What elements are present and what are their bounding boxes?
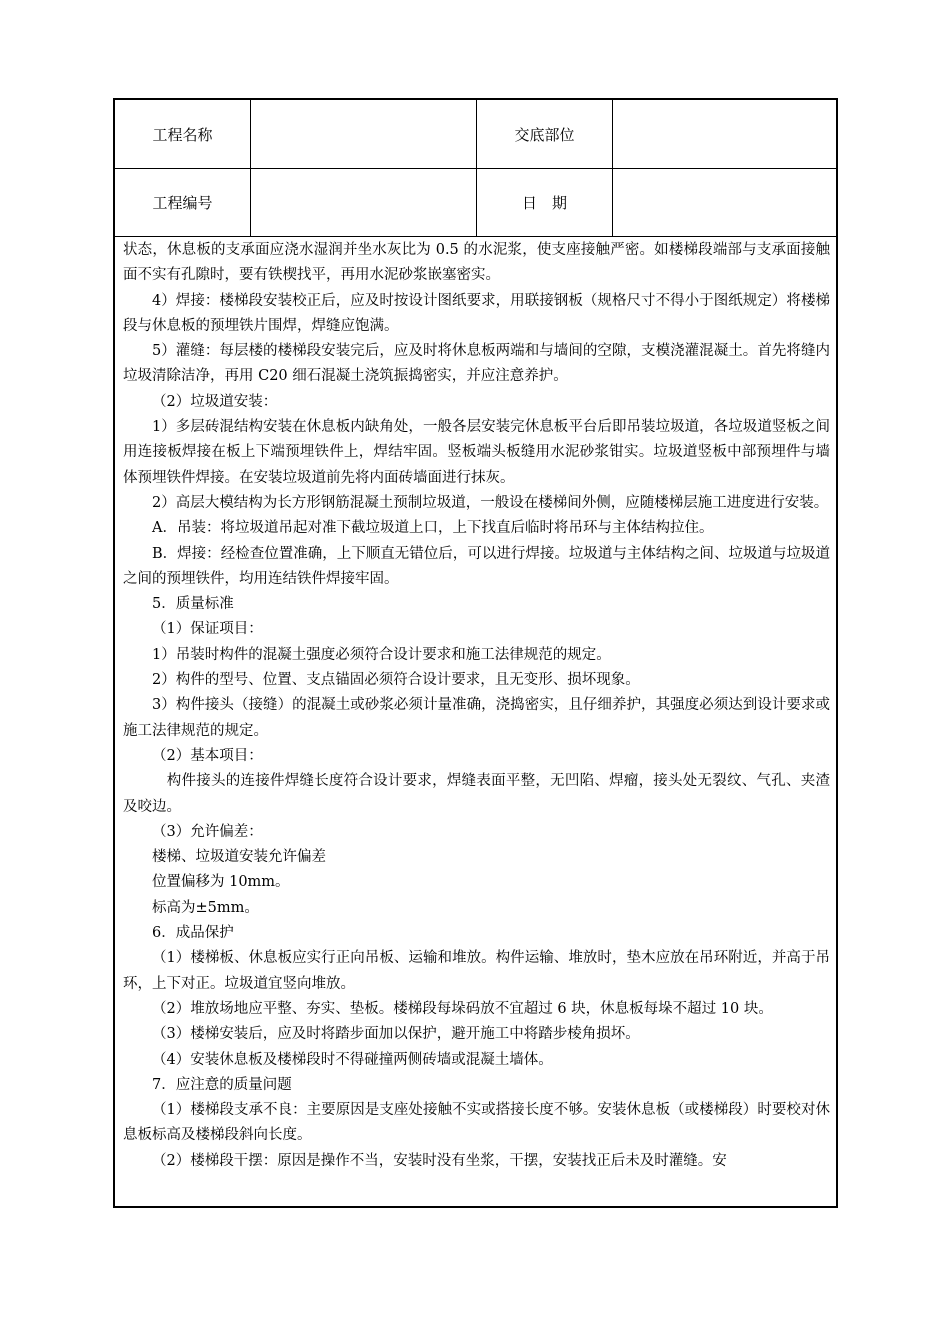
header-row-number bbox=[115, 168, 836, 237]
paragraph: 1）吊装时构件的混凝土强度必须符合设计要求和施工法律规范的规定。 bbox=[152, 646, 611, 663]
paragraph: 2）高层大模结构为长方形钢筋混凝土预制垃圾道，一般设在楼梯间外侧，应随楼梯层施工进度进行安装。 bbox=[152, 494, 829, 511]
subsection-heading: （1）保证项目： bbox=[152, 621, 263, 638]
section-heading: 6．成品保护 bbox=[152, 925, 234, 942]
paragraph: （1）楼梯板、休息板应实行正向吊板、运输和堆放。构件运输、堆放时，垫木应放在吊环附近，并高于吊环，上下对正。垃圾道宜竖向堆放。 bbox=[123, 950, 830, 992]
paragraph: 1）多层砖混结构安装在休息板内缺角处，一般各层安装完休息板平台后即吊装垃圾道，各垃圾道竖板之间用连接板焊接在板上下端预埋铁件上，焊结牢固。竖板端头板缝用水泥砂浆钳实。垃圾道竖板中部预埋件与墙体预埋铁件焊接。在安装垃圾道前先将内面砖墙面进行抹灰。 bbox=[123, 419, 830, 486]
disclosure-body bbox=[123, 238, 830, 1174]
paragraph: B．焊接：经检查位置准确，上下顺直无错位后，可以进行焊接。垃圾道与主体结构之间、垃圾道与垃圾道之间的预埋铁件，均用连结铁件焊接牢固。 bbox=[123, 545, 830, 587]
disclosure-location-label: 交底部位 bbox=[477, 100, 613, 168]
paragraph: 位置偏移为 10mm。 bbox=[152, 874, 290, 891]
paragraph: 4）焊接：楼梯段安装校正后，应及时按设计图纸要求，用联接钢板（规格尺寸不得小于图纸规定）将楼梯段与休息板的预埋铁片围焊，焊缝应饱满。 bbox=[123, 292, 830, 334]
paragraph: A．吊装：将垃圾道吊起对准下截垃圾道上口，上下找直后临时将吊环与主体结构拉住。 bbox=[152, 520, 714, 537]
section-heading: 5．质量标准 bbox=[152, 596, 234, 613]
paragraph: （2）堆放场地应平整、夯实、垫板。楼梯段每垛码放不宜超过 6 块，休息板每垛不超过 10 块。 bbox=[152, 1000, 773, 1017]
paragraph: 3）构件接头（接缝）的混凝土或砂浆必须计量准确，浇捣密实，且仔细养护，其强度必须达到设计要求或施工法律规范的规定。 bbox=[123, 697, 830, 739]
paragraph: （2）垃圾道安装： bbox=[152, 393, 278, 410]
date-label: 日 期 bbox=[477, 168, 613, 236]
paragraph: 构件接头的连接件焊缝长度符合设计要求，焊缝表面平整，无凹陷、焊瘤，接头处无裂纹、气孔、夹渣及咬边。 bbox=[123, 773, 830, 815]
paragraph: （3）楼梯安装后，应及时将踏步面加以保护，避开施工中将踏步棱角损坏。 bbox=[152, 1026, 640, 1043]
project-number-value[interactable] bbox=[251, 168, 477, 236]
paragraph: 标高为±5mm。 bbox=[152, 899, 259, 916]
subsection-heading: （3）允许偏差： bbox=[152, 823, 263, 840]
date-value[interactable] bbox=[613, 168, 836, 236]
header-row-project bbox=[115, 100, 836, 169]
paragraph: （2）楼梯段干摆：原因是操作不当，安装时没有坐浆，干摆，安装找正后未及时灌缝。安 bbox=[152, 1152, 727, 1169]
disclosure-location-value[interactable] bbox=[613, 100, 836, 168]
paragraph: （4）安装休息板及楼梯段时不得碰撞两侧砖墙或混凝土墙体。 bbox=[152, 1051, 553, 1068]
paragraph: 2）构件的型号、位置、支点锚固必须符合设计要求，且无变形、损坏现象。 bbox=[152, 672, 640, 689]
subsection-heading: （2）基本项目： bbox=[152, 747, 263, 764]
paragraph: 状态，休息板的支承面应浇水湿润并坐水灰比为 0.5 的水泥浆，使支座接触严密。如楼梯段端部与支承面接触面不实有孔隙时，要有铁楔找平，再用水泥砂浆嵌塞密实。 bbox=[123, 242, 830, 284]
project-name-value[interactable] bbox=[251, 100, 477, 168]
paragraph: 5）灌缝：每层楼的楼梯段安装完后，应及时将休息板两端和与墙间的空隙，支模浇灌混凝土。首先将缝内垃圾清除洁净，再用 C20 细石混凝土浇筑振捣密实，并应注意养护。 bbox=[123, 343, 830, 385]
project-name-label: 工程名称 bbox=[115, 100, 251, 168]
paragraph: （1）楼梯段支承不良：主要原因是支座处接触不实或搭接长度不够。安装休息板（或楼梯段）时要校对休息板标高及楼梯段斜向长度。 bbox=[123, 1102, 830, 1144]
disclosure-form bbox=[113, 98, 838, 1208]
paragraph: 楼梯、垃圾道安装允许偏差 bbox=[152, 849, 326, 866]
project-number-label: 工程编号 bbox=[115, 168, 251, 236]
section-heading: 7．应注意的质量问题 bbox=[152, 1076, 292, 1093]
